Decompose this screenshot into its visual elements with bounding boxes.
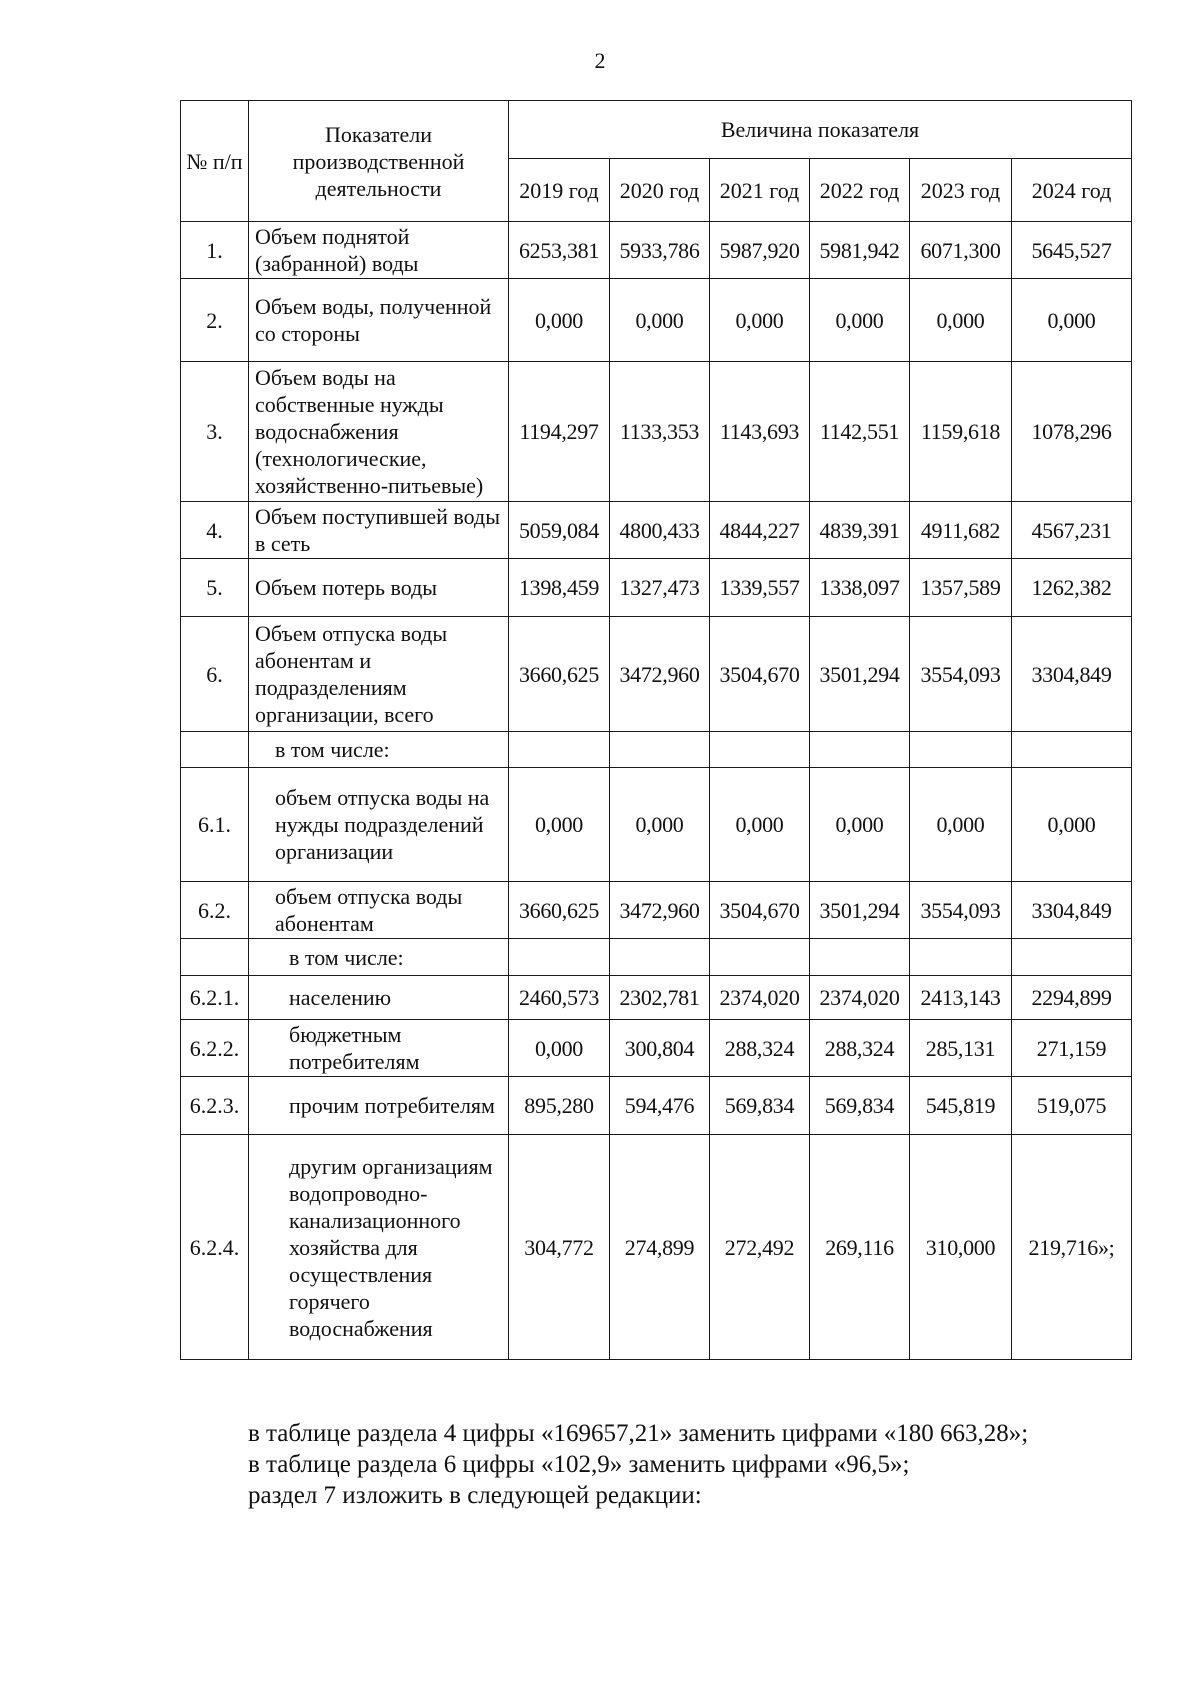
row-value: 269,116 [810,1135,910,1360]
header-num: № п/п [181,101,249,222]
table-row [181,222,1132,279]
row-value: 594,476 [610,1077,710,1135]
row-value: 0,000 [810,279,910,362]
row-value: 3554,093 [910,617,1012,732]
row-value: 0,000 [910,768,1012,882]
table-header-row [181,101,1132,159]
header-year: 2021 год [710,159,810,222]
table-row [181,1020,1132,1077]
row-value: 4844,227 [710,502,810,559]
row-value: 1357,589 [910,559,1012,617]
row-value: 1142,551 [810,362,910,502]
row-value: 2460,573 [509,976,610,1020]
page-number: 2 [594,48,606,73]
table-row [181,279,1132,362]
row-value: 3660,625 [509,617,610,732]
row-value [1012,732,1132,768]
row-value: 1338,097 [810,559,910,617]
row-value [810,732,910,768]
row-value: 5645,527 [1012,222,1132,279]
row-number: 6.2. [181,882,249,939]
table-row [181,502,1132,559]
row-value: 0,000 [710,279,810,362]
row-value: 1398,459 [509,559,610,617]
row-value: 3472,960 [610,617,710,732]
row-value: 1143,693 [710,362,810,502]
row-value: 1159,618 [910,362,1012,502]
row-number: 6.1. [181,768,249,882]
table-row [181,559,1132,617]
table-row [181,362,1132,502]
row-number: 4. [181,502,249,559]
amendment-line: в таблице раздела 6 цифры «102,9» заменить цифрами «96,5»; [248,1451,910,1478]
row-value: 0,000 [710,768,810,882]
row-number: 3. [181,362,249,502]
row-value: 895,280 [509,1077,610,1135]
row-value: 4911,682 [910,502,1012,559]
row-value: 0,000 [1012,279,1132,362]
row-value [610,732,710,768]
row-value: 4800,433 [610,502,710,559]
row-value: 5987,920 [710,222,810,279]
row-value: 3660,625 [509,882,610,939]
row-indicator: объем отпуска воды на нужды подразделений организации [249,768,509,882]
row-indicator: в том числе: [249,939,509,976]
row-value: 1194,297 [509,362,610,502]
row-value: 0,000 [810,768,910,882]
row-value: 3504,670 [710,882,810,939]
row-value: 272,492 [710,1135,810,1360]
header-value-group: Величина показателя [509,101,1132,159]
row-value: 0,000 [509,768,610,882]
row-indicator: в том числе: [249,732,509,768]
row-indicator: Объем отпуска воды абонентам и подразделениям организации, всего [249,617,509,732]
row-value [710,732,810,768]
row-value: 2413,143 [910,976,1012,1020]
amendment-line: раздел 7 изложить в следующей редакции: [248,1482,702,1509]
row-number: 6. [181,617,249,732]
row-value: 2302,781 [610,976,710,1020]
row-value: 3554,093 [910,882,1012,939]
row-value: 3504,670 [710,617,810,732]
row-value: 2374,020 [710,976,810,1020]
row-value: 5059,084 [509,502,610,559]
row-number [181,939,249,976]
row-value: 5933,786 [610,222,710,279]
row-value: 0,000 [509,1020,610,1077]
header-year: 2019 год [509,159,610,222]
row-number: 6.2.1. [181,976,249,1020]
row-number [181,732,249,768]
row-number: 6.2.4. [181,1135,249,1360]
row-value: 288,324 [810,1020,910,1077]
row-value: 0,000 [910,279,1012,362]
header-year: 2022 год [810,159,910,222]
row-value: 4567,231 [1012,502,1132,559]
row-indicator: другим организациям водопроводно-канализационного хозяйства для осуществления горячего водоснабжения [249,1135,509,1360]
row-value: 310,000 [910,1135,1012,1360]
row-value: 1078,296 [1012,362,1132,502]
row-value: 304,772 [509,1135,610,1360]
row-value: 271,159 [1012,1020,1132,1077]
row-value: 1339,557 [710,559,810,617]
row-value: 0,000 [610,768,710,882]
row-value: 6253,381 [509,222,610,279]
row-number: 1. [181,222,249,279]
row-value: 288,324 [710,1020,810,1077]
table-row [181,617,1132,732]
row-value: 1327,473 [610,559,710,617]
header-year: 2024 год [1012,159,1132,222]
row-value [509,939,610,976]
row-value [509,732,610,768]
row-value: 219,716»; [1012,1135,1132,1360]
row-value: 569,834 [710,1077,810,1135]
table-row [181,976,1132,1020]
row-value: 519,075 [1012,1077,1132,1135]
row-indicator: Объем воды на собственные нужды водоснабжения (технологические, хозяйственно-питьевые) [249,362,509,502]
row-number: 6.2.2. [181,1020,249,1077]
row-value: 6071,300 [910,222,1012,279]
row-value: 1262,382 [1012,559,1132,617]
row-value: 0,000 [1012,768,1132,882]
row-value: 3501,294 [810,882,910,939]
row-value: 545,819 [910,1077,1012,1135]
row-indicator: бюджетным потребителям [249,1020,509,1077]
row-value [910,732,1012,768]
row-indicator: Объем потерь воды [249,559,509,617]
row-number: 6.2.3. [181,1077,249,1135]
header-year: 2023 год [910,159,1012,222]
amendment-line: в таблице раздела 4 цифры «169657,21» заменить цифрами «180 663,28»; [248,1420,1029,1447]
row-value [710,939,810,976]
row-value: 285,131 [910,1020,1012,1077]
row-value: 0,000 [509,279,610,362]
row-value: 0,000 [610,279,710,362]
row-indicator: объем отпуска воды абонентам [249,882,509,939]
row-value: 274,899 [610,1135,710,1360]
row-indicator: населению [249,976,509,1020]
row-number: 2. [181,279,249,362]
row-value [610,939,710,976]
row-indicator: Объем воды, полученной со стороны [249,279,509,362]
row-value: 3304,849 [1012,882,1132,939]
row-value [810,939,910,976]
amendment-text [248,1418,1028,1511]
header-indicator: Показатели производственной деятельности [249,101,509,222]
row-value: 1133,353 [610,362,710,502]
production-indicators-table [180,100,1132,1360]
table-row [181,1077,1132,1135]
row-value [910,939,1012,976]
row-value [1012,939,1132,976]
table-row [181,1135,1132,1360]
row-indicator: Объем поступившей воды в сеть [249,502,509,559]
row-value: 3304,849 [1012,617,1132,732]
row-value: 5981,942 [810,222,910,279]
row-value: 4839,391 [810,502,910,559]
row-value: 569,834 [810,1077,910,1135]
header-year: 2020 год [610,159,710,222]
row-value: 300,804 [610,1020,710,1077]
table-row [181,732,1132,768]
row-indicator: прочим потребителям [249,1077,509,1135]
table-row [181,882,1132,939]
row-value: 2374,020 [810,976,910,1020]
table-row [181,939,1132,976]
row-indicator: Объем поднятой (забранной) воды [249,222,509,279]
row-number: 5. [181,559,249,617]
table-row [181,768,1132,882]
row-value: 2294,899 [1012,976,1132,1020]
row-value: 3501,294 [810,617,910,732]
row-value: 3472,960 [610,882,710,939]
